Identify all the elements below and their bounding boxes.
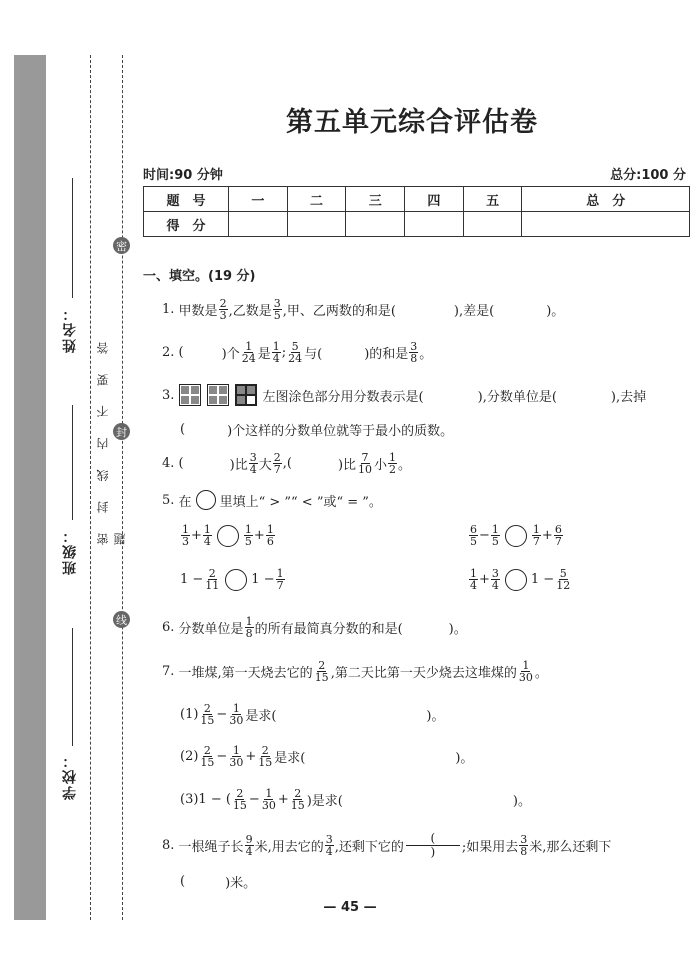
question-8: [162, 832, 611, 859]
text: )比: [229, 458, 248, 473]
text: ;如果用去: [461, 840, 519, 855]
denominator: 4: [325, 845, 333, 858]
numerator: 3: [325, 833, 333, 846]
text: ),差是(: [453, 304, 495, 319]
fraction: [519, 834, 528, 857]
denominator: 15: [258, 756, 273, 769]
binding-gray-strip: [14, 55, 46, 920]
score-cell[interactable]: [405, 212, 464, 237]
text: 与(: [304, 347, 323, 362]
fraction: [199, 703, 215, 726]
denominator: 5: [244, 535, 252, 548]
text: 在: [178, 494, 192, 510]
school-field-line[interactable]: [72, 628, 73, 746]
fraction: [181, 524, 190, 547]
compare-item-b: [468, 524, 564, 547]
denominator: 4: [272, 352, 280, 365]
fraction: [276, 568, 285, 591]
denominator: 4: [203, 535, 211, 548]
numerator: 1: [470, 567, 477, 580]
fraction: [249, 452, 258, 475]
denominator: 11: [205, 579, 220, 592]
question-number: 2.: [162, 345, 175, 360]
denominator: 15: [290, 799, 305, 812]
text: )是求(: [306, 794, 343, 809]
fraction: [491, 524, 500, 547]
score-cell[interactable]: [229, 212, 288, 237]
fraction: [273, 452, 282, 475]
compare-item-a: [180, 524, 276, 547]
question-7-sub-1: [180, 703, 444, 726]
class-field-label: 班级：: [62, 527, 78, 575]
question-2: [162, 341, 432, 364]
fraction: [241, 341, 257, 364]
denominator: 7: [276, 579, 284, 592]
text: ,还剩下它的: [334, 840, 404, 855]
numerator: 5: [559, 567, 567, 580]
fraction: [261, 788, 277, 811]
denominator: 4: [470, 579, 477, 592]
denominator: 15: [314, 671, 329, 684]
numerator: 1: [272, 340, 280, 353]
text: 左图涂色部分用分数表示是(: [262, 389, 424, 405]
numerator: 3: [520, 833, 528, 846]
fraction: [555, 568, 571, 591]
score-table-header: 二: [287, 187, 346, 212]
question-1: [162, 298, 564, 321]
score-row-label: 得 分: [144, 212, 229, 237]
text: )。: [448, 622, 467, 637]
score-table-header-row: [144, 187, 690, 212]
question-7-sub-3: [180, 788, 531, 811]
fraction: [554, 524, 563, 547]
fraction: [469, 524, 478, 547]
question-3-continued: [180, 420, 453, 439]
text: 的所有最简真分数的和是(: [254, 622, 403, 637]
fraction: [388, 452, 397, 475]
page-number: — 45 —: [323, 900, 377, 915]
numerator: 1: [232, 702, 240, 715]
text: )。: [546, 304, 565, 319]
score-table-header: 一: [229, 187, 288, 212]
fraction: [409, 341, 418, 364]
denominator: 15: [232, 799, 247, 812]
sub-label: (2): [180, 749, 199, 764]
numerator: 2: [203, 702, 211, 715]
score-table-header: 四: [405, 187, 464, 212]
numerator: 1: [245, 615, 253, 628]
fraction: [273, 298, 282, 321]
denominator: 30: [229, 714, 244, 727]
text: 米,用去它的: [254, 840, 324, 855]
text: 里填上“ > ”“ < ”或“ = ”。: [219, 494, 382, 510]
numerator: 3: [410, 340, 418, 353]
seal-mark-xian: 线: [113, 611, 130, 628]
denominator: 8: [410, 352, 418, 365]
question-number: 7.: [162, 664, 175, 679]
text: (: [180, 874, 186, 889]
text: 是: [257, 347, 271, 362]
denominator: 3: [182, 535, 189, 548]
operator: +: [245, 749, 257, 764]
operator: −: [216, 749, 228, 764]
text: 。: [534, 666, 548, 681]
question-number: 6.: [162, 620, 175, 635]
text: (: [178, 456, 184, 471]
fraction: [199, 745, 215, 768]
question-number: 5.: [162, 492, 175, 508]
fraction: [245, 616, 254, 639]
fraction: [232, 788, 248, 811]
numerator: 2: [203, 744, 211, 757]
text: 甲数是: [178, 304, 218, 319]
numerator: 1: [389, 451, 397, 464]
text: ,第二天比第一天少烧去这堆煤的: [330, 666, 517, 681]
blank-numerator[interactable]: (: [406, 832, 460, 846]
fraction: [325, 834, 334, 857]
class-field-line[interactable]: [72, 405, 73, 520]
numerator: 7: [361, 451, 369, 464]
score-table-header: 三: [346, 187, 405, 212]
fraction: [257, 745, 273, 768]
text: )比: [337, 458, 357, 473]
numerator: 1: [276, 567, 284, 580]
denominator: 8: [245, 627, 253, 640]
fraction: [290, 788, 306, 811]
text: 大: [258, 458, 272, 473]
binding-dashed-line-outer: [90, 55, 91, 920]
numerator: 3: [273, 297, 281, 310]
numerator: 5: [291, 340, 299, 353]
fraction: [314, 660, 330, 683]
text: 一根绳子长: [178, 840, 244, 855]
text: ),分数单位是(: [477, 389, 557, 405]
blank-denominator[interactable]: ): [430, 845, 436, 859]
numerator: 9: [245, 833, 253, 846]
text: 是求(: [274, 751, 306, 766]
question-3: [162, 384, 646, 406]
denominator: 5: [273, 309, 281, 322]
score-table: [143, 186, 690, 237]
denominator: 30: [261, 799, 276, 812]
text: )米。: [225, 876, 257, 891]
denominator: 2: [389, 463, 397, 476]
name-field-line[interactable]: [72, 178, 73, 298]
score-table-score-row: [144, 212, 690, 237]
text: )的和是: [364, 347, 409, 362]
section-heading: 一、填空。(19 分): [143, 269, 256, 284]
numerator: 1: [522, 659, 530, 672]
question-number: 3.: [162, 387, 175, 403]
text: 。: [398, 458, 412, 473]
sub-label: (1): [180, 707, 199, 722]
text: )个: [221, 347, 240, 362]
text: (: [180, 422, 186, 437]
denominator: 24: [241, 352, 256, 365]
text: 1 −: [251, 572, 275, 587]
text: ;: [281, 345, 287, 360]
name-field-label: 姓名：: [62, 305, 78, 353]
text: 一堆煤,第一天烧去它的: [178, 666, 313, 681]
fraction: [491, 568, 500, 591]
question-4: [162, 452, 411, 475]
denominator: 4: [491, 579, 499, 592]
score-cell[interactable]: [346, 212, 405, 237]
score-table-header: 总 分: [522, 187, 690, 212]
fraction: [203, 524, 212, 547]
page-title: 第五单元综合评估卷: [286, 107, 538, 138]
text: )。: [426, 709, 445, 724]
numerator: 1: [266, 523, 274, 536]
score-table-header: 题 号: [144, 187, 229, 212]
numerator: 2: [273, 451, 281, 464]
score-cell[interactable]: [463, 212, 522, 237]
question-number: 1.: [162, 302, 175, 317]
text: ,(: [282, 456, 292, 471]
denominator: 3: [219, 309, 227, 322]
blank-fraction-answer[interactable]: [406, 832, 460, 859]
numerator: 1: [244, 523, 252, 536]
numerator: 1: [491, 523, 499, 536]
text: )。: [512, 794, 531, 809]
seal-mark-feng: 封: [113, 423, 130, 440]
numerator: 2: [294, 787, 302, 800]
question-7: [162, 660, 548, 683]
operator: +: [253, 528, 265, 543]
fraction: [244, 524, 253, 547]
text: 分数单位是: [178, 622, 244, 637]
text: ),去掉: [610, 389, 647, 405]
text: )。: [455, 751, 474, 766]
denominator: 15: [200, 756, 215, 769]
exam-time: 时间:90 分钟: [143, 168, 223, 183]
question-8-continued: [180, 872, 256, 891]
fraction: [228, 703, 244, 726]
sub-label: (3): [180, 792, 199, 807]
text: 小: [374, 458, 388, 473]
fraction: [272, 341, 281, 364]
text: 是求(: [245, 709, 277, 724]
text: 1 −: [180, 572, 204, 587]
denominator: 7: [532, 535, 540, 548]
operator: −: [248, 792, 260, 807]
denominator: 5: [470, 535, 477, 548]
compare-answer-circle[interactable]: [225, 569, 247, 591]
numerator: 2: [219, 297, 227, 310]
text: (: [178, 345, 184, 360]
denominator: 5: [491, 535, 499, 548]
text: 1 − (: [198, 792, 231, 807]
numerator: 2: [261, 744, 269, 757]
fraction: [357, 452, 373, 475]
fraction: [518, 660, 534, 683]
question-5: [162, 490, 382, 510]
operator: +: [277, 792, 289, 807]
denominator: 30: [229, 756, 244, 769]
compare-answer-circle[interactable]: [505, 569, 527, 591]
numerator: 2: [236, 787, 244, 800]
fraction: [287, 341, 303, 364]
text: 米,那么还剩下: [529, 840, 612, 855]
numerator: 1: [203, 523, 211, 536]
question-6: [162, 616, 467, 639]
denominator: 15: [200, 714, 215, 727]
numerator: 6: [470, 523, 477, 536]
numerator: 3: [491, 567, 499, 580]
denominator: 30: [518, 671, 533, 684]
compare-answer-circle[interactable]: [505, 525, 527, 547]
numerator: 1: [532, 523, 540, 536]
denominator: 24: [288, 352, 303, 365]
compare-answer-circle[interactable]: [217, 525, 239, 547]
score-cell[interactable]: [522, 212, 690, 237]
operator: +: [541, 528, 553, 543]
compare-circle-icon: [196, 490, 216, 510]
denominator: 10: [358, 463, 373, 476]
denominator: 12: [556, 579, 571, 592]
shaded-square-figure: [179, 384, 201, 406]
shaded-square-figure: [207, 384, 229, 406]
numerator: 2: [208, 567, 216, 580]
denominator: 8: [520, 845, 528, 858]
fraction: [469, 568, 478, 591]
fraction: [532, 524, 541, 547]
text: ,乙数是: [228, 304, 272, 319]
numerator: 6: [554, 523, 562, 536]
denominator: 4: [245, 845, 253, 858]
fraction: [228, 745, 244, 768]
denominator: 7: [273, 463, 281, 476]
fraction: [204, 568, 220, 591]
operator: −: [479, 528, 490, 543]
denominator: 6: [266, 535, 274, 548]
text: ,甲、乙两数的和是(: [282, 304, 396, 319]
exam-total-score: 总分:100 分: [610, 168, 686, 183]
denominator: 7: [554, 535, 562, 548]
fraction: [219, 298, 228, 321]
numerator: 1: [182, 523, 189, 536]
operator: −: [216, 707, 228, 722]
numerator: 3: [249, 451, 257, 464]
score-table-header: 五: [463, 187, 522, 212]
denominator: 4: [249, 463, 257, 476]
text: 1 −: [530, 572, 555, 587]
numerator: 1: [245, 340, 253, 353]
fraction: [266, 524, 275, 547]
seal-mark-mi: 密: [113, 237, 130, 254]
numerator: 1: [232, 744, 240, 757]
score-cell[interactable]: [287, 212, 346, 237]
compare-item-c: [180, 568, 286, 591]
question-number: 8.: [162, 838, 175, 853]
partially-shaded-square-figure: [235, 384, 257, 406]
numerator: 2: [318, 659, 326, 672]
numerator: 1: [265, 787, 273, 800]
school-field-label: 学校：: [62, 752, 78, 800]
question-number: 4.: [162, 456, 175, 471]
question-7-sub-2: [180, 745, 473, 768]
compare-item-d: [468, 568, 572, 591]
text: 。: [419, 347, 433, 362]
fraction: [245, 834, 254, 857]
text: )个这样的分数单位就等于最小的质数。: [227, 424, 454, 439]
operator: +: [479, 572, 490, 587]
operator: +: [191, 528, 202, 543]
seal-notice-text: 密 封 线 内 不 要 答 题: [96, 334, 127, 545]
